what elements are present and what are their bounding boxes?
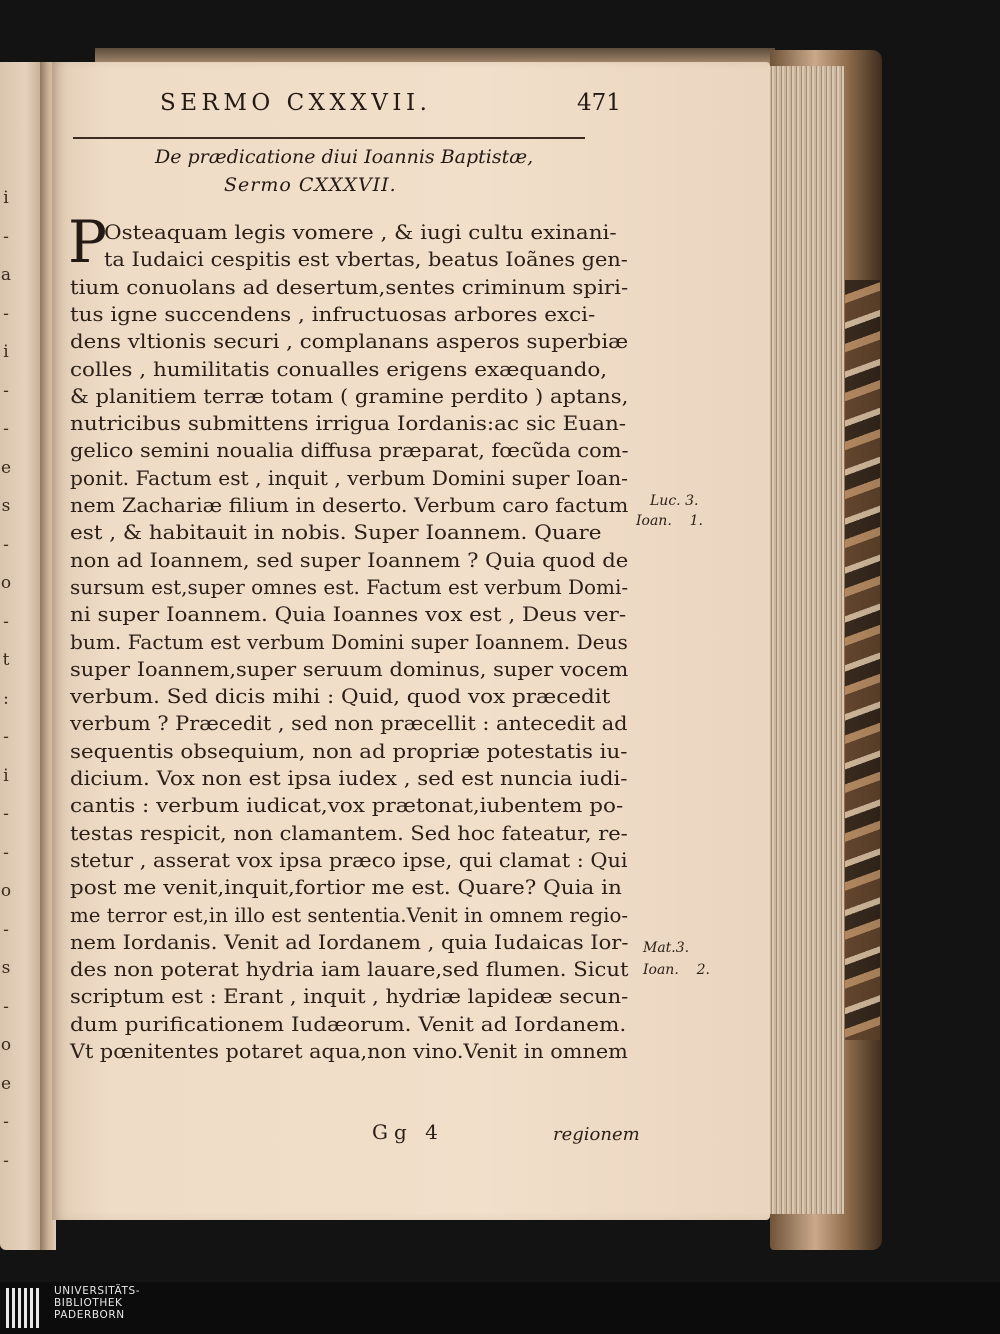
- body-line: verbum ? Præcedit , sed non præcellit : antecedit ad: [70, 712, 628, 736]
- body-line: ni super Ioannem. Quia Ioannes vox est , Deus ver-: [70, 603, 627, 627]
- left-page-char: -: [3, 534, 9, 555]
- left-page-char: i: [3, 342, 9, 362]
- body-line: Vt pœnitentes potaret aqua,non vino.Venit in omnem: [70, 1040, 628, 1063]
- left-page-char: s: [1, 496, 11, 516]
- running-head: SERMO CXXXVII.: [160, 90, 432, 116]
- body-line: dens vltionis securi , complanans asperos superbiæ: [70, 330, 629, 354]
- left-page-char: -: [3, 919, 9, 940]
- body-line: ta Iudaici cespitis est vbertas, beatus Ioãnes gen-: [104, 248, 628, 272]
- page-number: 471: [577, 90, 621, 116]
- left-page-char: -: [3, 996, 9, 1017]
- margin-note: Ioan. 2.: [643, 962, 710, 978]
- body-line: scriptum est : Erant , inquit , hydriæ lapideæ secun-: [70, 985, 629, 1009]
- sermon-title: De prædicatione diui Ioannis Baptistæ,: [155, 146, 534, 168]
- left-page-char: o: [0, 881, 12, 901]
- body-line: gelico semini noualia diffusa præparat, fœcũda com-: [70, 439, 629, 463]
- body-line: tus igne succendens , infructuosas arbores exci-: [70, 302, 596, 326]
- margin-note: Mat.3.: [643, 940, 690, 956]
- logo-text-line1: UNIVERSITÄTS-: [54, 1285, 141, 1297]
- body-line: cantis : verbum iudicat,vox prætonat,iubentem po-: [70, 794, 624, 818]
- body-line: stetur , asserat vox ipsa præco ipse, qui clamat : Qui: [70, 848, 628, 872]
- margin-note: Ioan. 1.: [636, 513, 703, 529]
- signature-mark: Gg 4: [372, 1120, 444, 1144]
- body-line: non ad Ioannem, sed super Ioannem ? Quia quod de: [70, 548, 629, 572]
- left-page-char: -: [3, 419, 9, 439]
- sermon-subtitle: Sermo CXXXVII.: [224, 174, 397, 196]
- left-page-char: o: [0, 573, 12, 593]
- body-line: nem Zachariæ filium in deserto. Verbum caro factum: [70, 494, 629, 517]
- left-page-char: :: [3, 688, 9, 709]
- body-line: nem Iordanis. Venit ad Iordanem , quia Iudaicas Ior-: [70, 930, 629, 954]
- left-page-char: o: [0, 1035, 12, 1055]
- left-page-char: -: [3, 1112, 9, 1132]
- body-line: verbum. Sed dicis mihi : Quid, quod vox præcedit: [70, 685, 611, 709]
- header-rule: [73, 137, 585, 139]
- body-line: dum purificationem Iudæorum. Venit ad Iordanem.: [70, 1012, 627, 1036]
- body-line: & planitiem terræ totam ( gramine perdito ) aptans,: [70, 384, 629, 408]
- body-line: ponit. Factum est , inquit , verbum Domini super Ioan-: [70, 466, 628, 490]
- body-line: super Ioannem,super seruum dominus, super vocem: [70, 657, 629, 681]
- left-page-char: -: [3, 804, 9, 824]
- logo-text-line2: BIBLIOTHEK: [54, 1297, 123, 1309]
- left-page-char: a: [0, 265, 12, 285]
- left-page-char: -: [3, 611, 9, 632]
- left-page-char: e: [0, 457, 12, 478]
- library-footer: [0, 1282, 1000, 1334]
- marbled-cover-edge: [845, 280, 880, 1040]
- left-page-char: i: [3, 188, 9, 208]
- body-line: nutricibus submittens irrigua Iordanis:ac sic Euan-: [70, 412, 627, 436]
- left-page-char: -: [3, 727, 9, 747]
- left-page-char: -: [3, 1150, 9, 1171]
- left-page-char: -: [3, 842, 9, 863]
- body-line: Osteaquam legis vomere , & iugi cultu exinani-: [104, 221, 617, 244]
- body-line: tium conuolans ad desertum,sentes criminum spiri-: [70, 275, 629, 299]
- body-line: colles , humilitatis conualles erigens exæquando,: [70, 357, 608, 381]
- body-line: me terror est,in illo est sententia.Venit in omnem regio-: [70, 903, 629, 927]
- left-page-char: i: [3, 765, 9, 786]
- left-page-char: t: [2, 650, 10, 670]
- logo-text-line3: PADERBORN: [54, 1309, 125, 1321]
- margin-note: Luc. 3.: [650, 493, 699, 509]
- catchword: regionem: [553, 1124, 640, 1145]
- left-page-char: e: [0, 1073, 12, 1094]
- body-line: est , & habitauit in nobis. Super Ioannem. Quare: [70, 521, 602, 545]
- left-page-char: s: [1, 958, 11, 978]
- library-logo-icon: [6, 1286, 46, 1330]
- body-line: des non poterat hydria iam lauare,sed flumen. Sicut: [70, 958, 629, 982]
- body-line: post me venit,inquit,fortior me est. Quare? Quia in: [70, 876, 622, 900]
- body-line: testas respicit, non clamantem. Sed hoc fateatur, re-: [70, 821, 628, 845]
- left-page-char: -: [3, 226, 9, 247]
- body-line: bum. Factum est verbum Domini super Ioannem. Deus: [70, 630, 628, 654]
- left-page-char: -: [3, 380, 9, 401]
- body-line: sequentis obsequium, non ad propriæ potestatis iu-: [70, 739, 628, 763]
- page-edges: [764, 66, 844, 1214]
- drop-cap: P: [68, 208, 108, 276]
- left-page-char: -: [3, 303, 9, 324]
- body-line: sursum est,super omnes est. Factum est verbum Domi-: [70, 575, 629, 599]
- body-line: dicium. Vox non est ipsa iudex , sed est nuncia iudi-: [70, 767, 628, 790]
